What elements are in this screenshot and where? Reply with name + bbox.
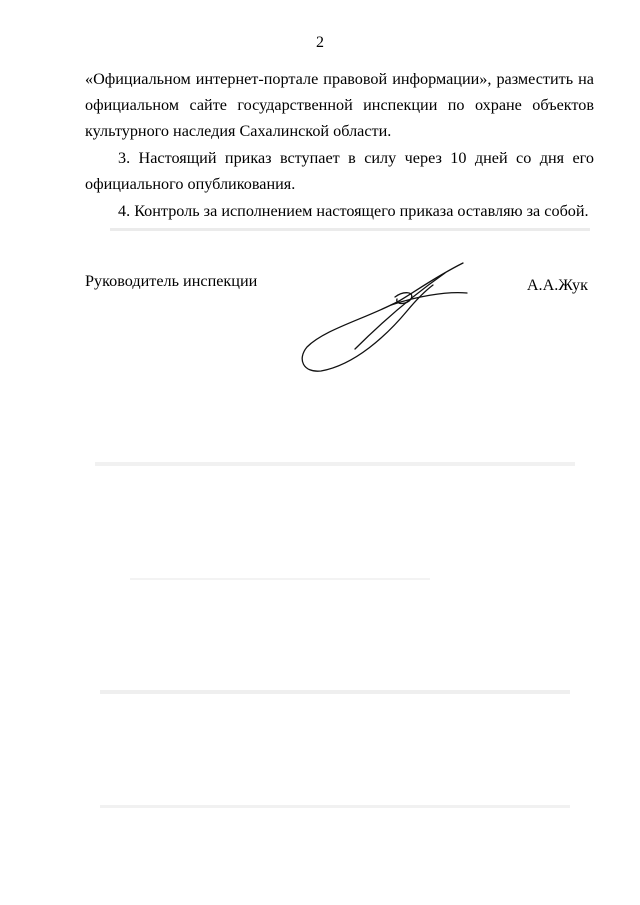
page-number: 2	[316, 34, 324, 51]
handwritten-signature	[295, 255, 475, 380]
paragraph-publication	[85, 66, 594, 144]
text-line: культурного наследия Сахалинской области.	[85, 122, 392, 140]
text-line: «Официальном интернет-портале правовой информации», разместить на	[85, 70, 594, 88]
paragraph-item-4	[85, 198, 594, 224]
text-line: 3. Настоящий приказ вступает в силу через 10 дней со дня его	[118, 149, 594, 167]
text-line: официальном сайте государственной инспекции по охране объектов	[85, 96, 594, 114]
signatory-role: Руководитель инспекции	[85, 272, 258, 290]
text-line: официального опубликования.	[85, 175, 296, 193]
signatory-name: А.А.Жук	[526, 276, 588, 294]
paragraph-item-3	[85, 145, 594, 197]
text-line: 4. Контроль за исполнением настоящего приказа оставляю за собой.	[118, 202, 589, 220]
